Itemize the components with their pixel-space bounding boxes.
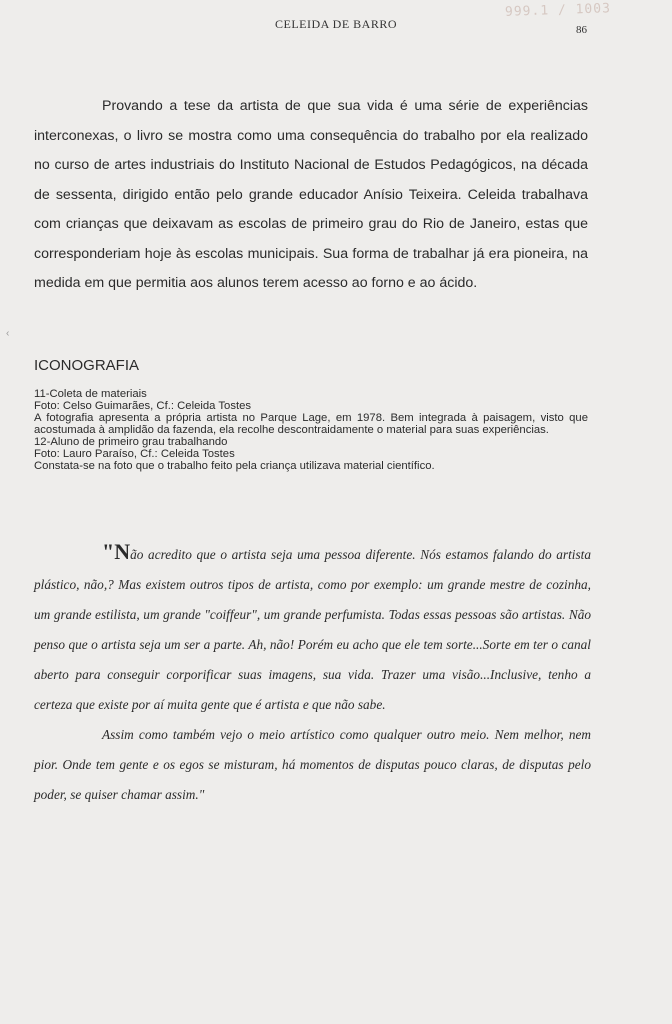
iconography-captions [34, 388, 588, 472]
caption-line: 12-Aluno de primeiro grau trabalhando [34, 436, 228, 448]
body-text [34, 92, 588, 299]
quote-paragraph-1 [34, 537, 591, 720]
margin-mark: ‹ [6, 328, 10, 339]
caption-line: Constata-se na foto que o trabalho feito pela criança utilizava material científico. [34, 460, 435, 472]
caption-line: Foto: Celso Guimarães, Cf.: Celeida Tostes [34, 400, 252, 412]
running-header: CELEIDA DE BARRO [275, 17, 397, 31]
quote-dropcap: N [114, 539, 131, 564]
quote-text: ão acredito que o artista seja uma pessoa diferente. Nós estamos falando do artista plástico, não,? Mas existem outros tipos de artista, como por exemplo: um grande mestre de cozinha, um grande estilista, um grande "coiffeur", um grande perfumista. Todas essas pessoas são artistas. Não penso que o artista seja um ser a parte. Ah, não! Porém eu acho que ele tem sorte...Sorte em ter o canal aberto para conseguir corporificar suas imagens, sua vida. Trazer uma visão...Inclusive, tenho a certeza que existe por aí muita gente que é artista e que não sabe. [34, 547, 591, 712]
section-title: ICONOGRAFIA [34, 357, 140, 374]
quote-paragraph-2: Assim como também vejo o meio artístico como qualquer outro meio. Nem melhor, nem pior. Onde tem gente e os egos se misturam, há momentos de disputas pouco claras, de disputas pelo poder, se quiser chamar assim." [34, 727, 591, 802]
quote-open-mark: " [102, 539, 115, 564]
caption-line: A fotografia apresenta a própria artista no Parque Lage, em 1978. Bem integrada à paisagem, visto que acostumada à amplidão da fazenda, ela recolhe descontraidamente o material para suas experiências. [34, 412, 588, 436]
page-number: 86 [576, 24, 587, 36]
caption-line: Foto: Lauro Paraíso, Cf.: Celeida Tostes [34, 448, 235, 460]
caption-line: 11-Coleta de materiais [34, 388, 147, 400]
pencil-annotation: 999.1 / 1003 [504, 1, 612, 20]
body-paragraph: Provando a tese da artista de que sua vida é uma série de experiências interconexas, o livro se mostra como uma consequência do trabalho por ela realizado no curso de artes industriais do Instituto Nacional de Estudos Pedagógicos, na década de sessenta, dirigido então pelo grande educador Anísio Teixeira. Celeida trabalhava com crianças que deixavam as escolas de primeiro grau do Rio de Janeiro, estas que corresponderiam hoje às escolas municipais. Sua forma de trabalhar já era pioneira, na medida em que permitia aos alunos terem acesso ao forno e ao ácido. [34, 98, 588, 291]
interview-quote [34, 537, 591, 810]
